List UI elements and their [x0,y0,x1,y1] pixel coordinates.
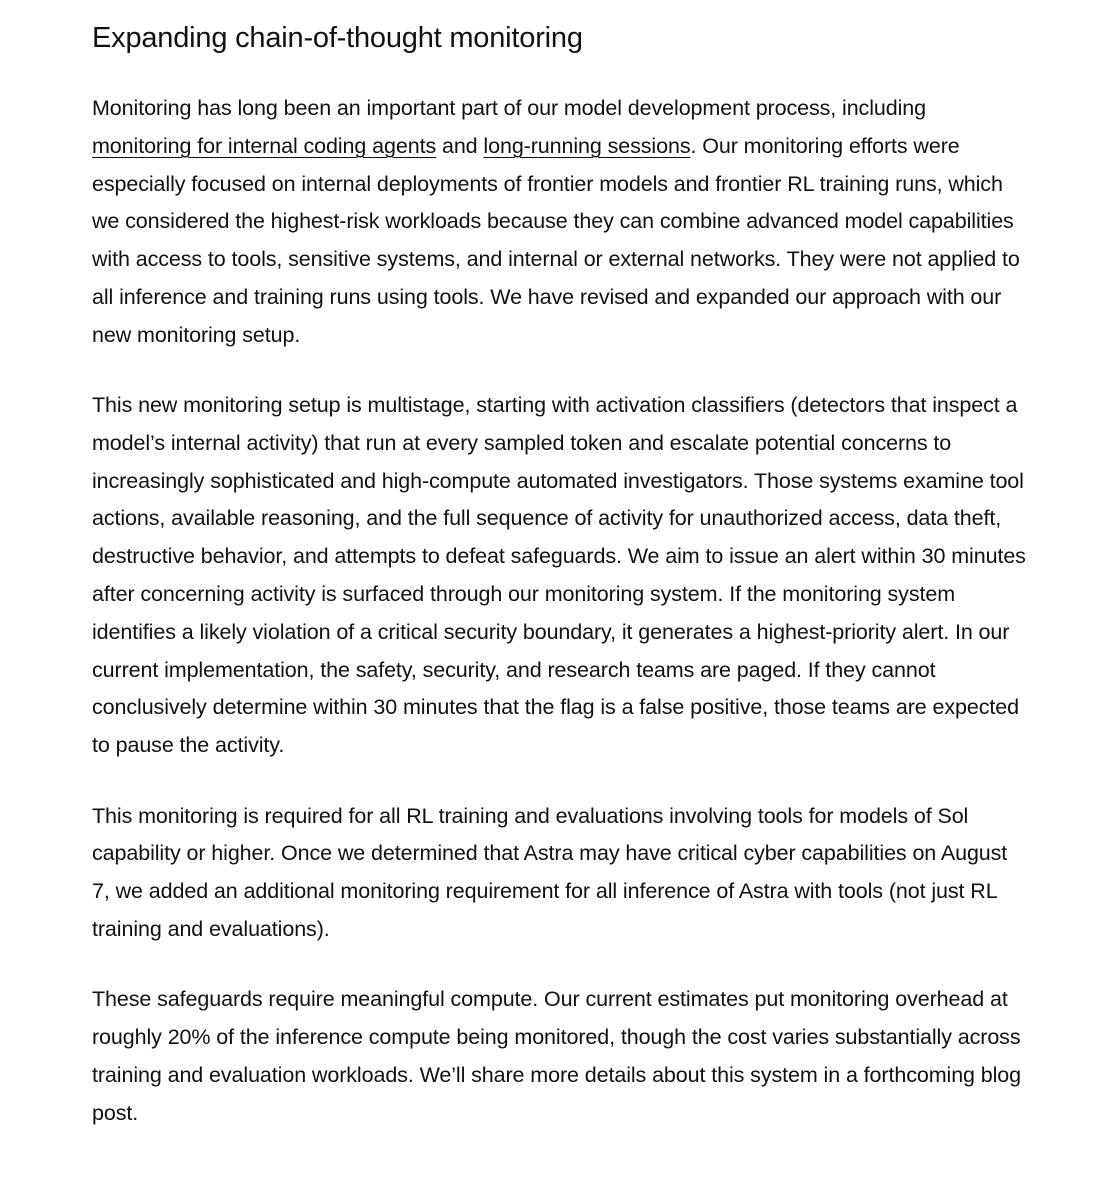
section-heading: Expanding chain-of-thought monitoring [92,22,583,54]
paragraph-multistage-setup: This new monitoring setup is multistage, starting with activation classifiers (detectors that inspect a model’s internal activity) that run at every sampled token and escalate potential concerns to increasingly sophisticated and high-compute automated investigators. Those systems examine tool actions, available reasoning, and the full sequence of activity for unauthorized access, data theft, destructive behavior, and attempts to defeat safeguards. We aim to issue an alert within 30 minutes after concerning activity is surfaced through our monitoring system. If the monitoring system identifies a likely violation of a critical security boundary, it generates a highest-priority alert. In our current implementation, the safety, security, and research teams are paged. If they cannot conclusively determine within 30 minutes that the flag is a false positive, those teams are expected to pause the activity. [92,393,1026,758]
paragraph-monitoring-requirements: This monitoring is required for all RL training and evaluations involving tools for models of Sol capability or higher. Once we determined that Astra may have critical cyber capabilities on August 7, we added an additional monitoring requirement for all inference of Astra with tools (not just RL training and evaluations). [92,803,1008,941]
paragraph-text: . Our monitoring efforts were especially focused on internal deployments of frontier models and frontier RL training runs, which we considered the highest-risk workloads because they can combine advanced model capabilities with access to tools, sensitive systems, and internal or external networks. They were not applied to all inference and training runs using tools. We have revised and expanded our approach with our new monitoring setup. [92,133,1020,347]
link-monitoring-internal-coding-agents[interactable]: monitoring for internal coding agents [92,133,437,158]
article-section [92,16,1027,1132]
link-long-running-sessions[interactable]: long-running sessions [483,133,691,158]
paragraph-compute-cost: These safeguards require meaningful compute. Our current estimates put monitoring overhead at roughly 20% of the inference compute being monitored, though the cost varies substantially across training and evaluation workloads. We’ll share more details about this system in a forthcoming blog post. [92,987,1022,1125]
paragraph-monitoring-history [92,90,1027,355]
paragraph-text: and [436,133,484,158]
paragraph-text: Monitoring has long been an important part of our model development process, including [92,96,926,120]
